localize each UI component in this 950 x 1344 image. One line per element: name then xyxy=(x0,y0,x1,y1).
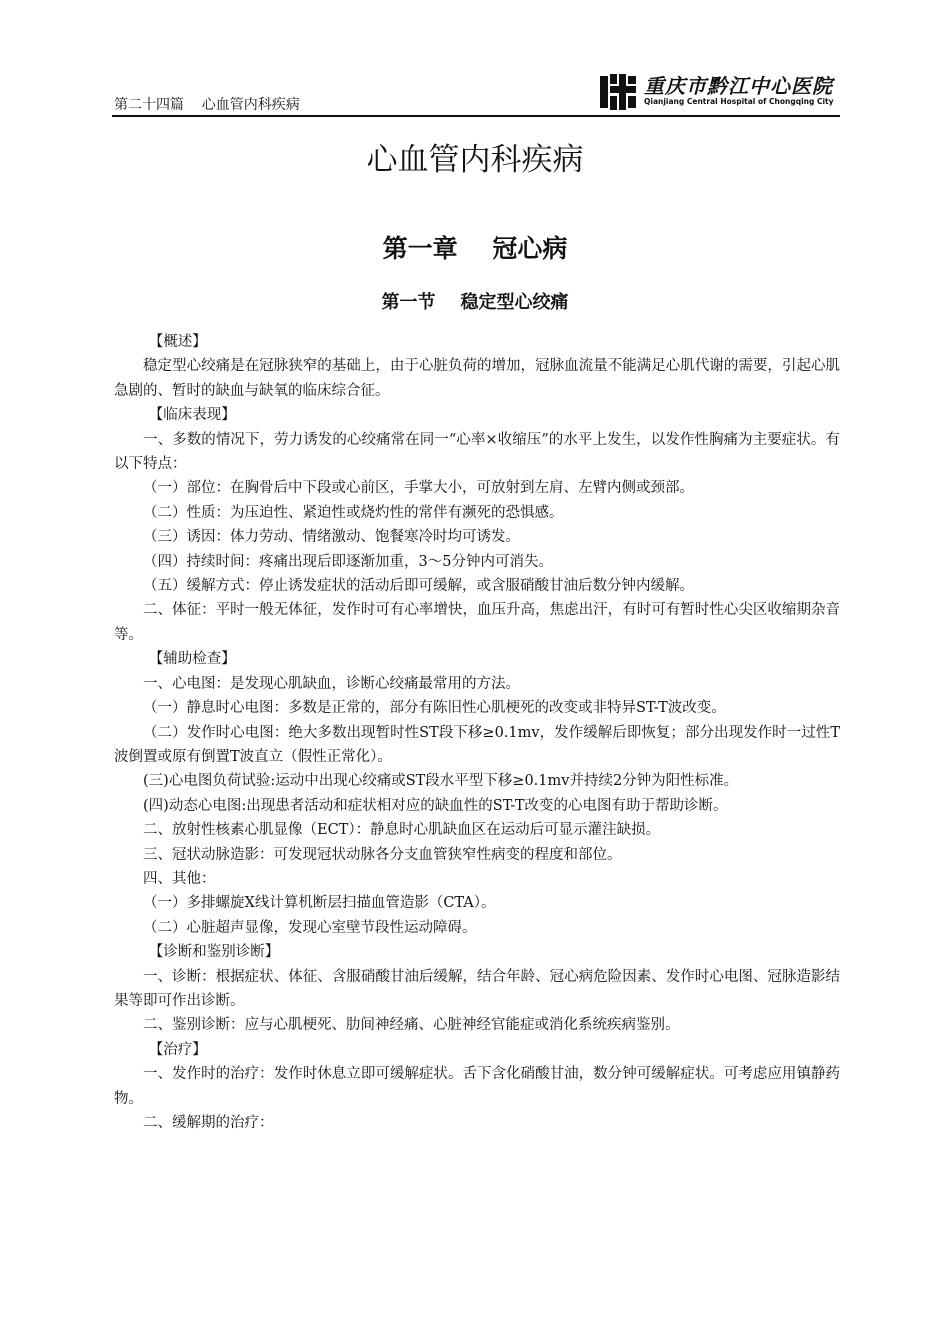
paragraph: 二、缓解期的治疗： xyxy=(143,1115,274,1131)
document-body xyxy=(114,330,840,1135)
paragraph: （一）部位：在胸骨后中下段或心前区，手掌大小，可放射到左肩、左臂内侧或颈部。 xyxy=(143,480,694,497)
logo-english-name: Qianjiang Central Hospital of Chongqing City xyxy=(644,97,834,106)
part-title: 第二十四篇 心血管内科疾病 xyxy=(114,97,300,113)
header-divider xyxy=(112,115,840,117)
paragraph: 一、多数的情况下，劳力诱发的心绞痛常在同一“心率×收缩压”的水平上发生，以发作性胸痛为主要症状。有以下特点： xyxy=(114,431,840,473)
paragraph: 二、体征：平时一般无体征，发作时可有心率增快，血压升高，焦虑出汗，有时可有暂时性心尖区收缩期杂音等。 xyxy=(114,602,840,643)
paragraph: （一）静息时心电图：多数是正常的，部分有陈旧性心肌梗死的改变或非特异ST-T波改变。 xyxy=(143,700,726,717)
chapter-heading: 第一章 冠心病 xyxy=(382,234,568,263)
document-title: 心血管内科疾病 xyxy=(366,142,584,178)
paragraph: （三）诱因：体力劳动、情绪激动、饱餐寒冷时均可诱发。 xyxy=(143,529,520,546)
section-heading: 第一节 稳定型心绞痛 xyxy=(381,292,569,313)
hospital-logo xyxy=(598,70,834,112)
paragraph: 稳定型心绞痛是在冠脉狭窄的基础上，由于心脏负荷的增加，冠脉血流量不能满足心肌代谢的需要，引起心肌急剧的、暂时的缺血与缺氧的临床综合征。 xyxy=(114,358,840,399)
hospital-emblem-icon xyxy=(598,72,638,112)
paragraph: （二）发作时心电图：绝大多数出现暂时性ST段下移≥0.1mv，发作缓解后即恢复；部分出现发作时一过性T波倒置或原有倒置T波直立（假性正常化）。 xyxy=(114,724,840,765)
page-header xyxy=(112,68,840,116)
paragraph: 二、鉴别诊断：应与心肌梗死、肋间神经痛、心脏神经官能症或消化系统疾病鉴别。 xyxy=(143,1017,680,1034)
paragraph: 四、其他： xyxy=(143,870,216,887)
paragraph: 二、放射性核素心肌显像（ECT）：静息时心肌缺血区在运动后可显示灌注缺损。 xyxy=(143,822,661,839)
paragraph: （一）多排螺旋X线计算机断层扫描血管造影（CTA）。 xyxy=(143,895,496,912)
paragraph: 一、心电图：是发现心肌缺血，诊断心绞痛最常用的方法。 xyxy=(143,675,520,692)
paragraph: (三)心电图负荷试验:运动中出现心绞痛或ST段水平型下移≥0.1mv并持续2分钟为阳性标准。 xyxy=(143,773,739,790)
subheading-exams: 【辅助检查】 xyxy=(148,651,236,668)
paragraph: 一、发作时的治疗：发作时休息立即可缓解症状。舌下含化硝酸甘油，数分钟可缓解症状。可考虑应用镇静药物。 xyxy=(114,1066,840,1107)
paragraph: (四)动态心电图:出现患者活动和症状相对应的缺血性的ST-T改变的心电图有助于帮助诊断。 xyxy=(143,797,728,814)
paragraph: （二）心脏超声显像，发现心室壁节段性运动障碍。 xyxy=(143,919,477,936)
logo-chinese-name: 重庆市黔江中心医院 xyxy=(644,74,833,98)
paragraph: （二）性质：为压迫性、紧迫性或烧灼性的常伴有濒死的恐惧感。 xyxy=(143,504,564,521)
paragraph: （四）持续时间：疼痛出现后即逐渐加重，3～5分钟内可消失。 xyxy=(143,553,553,570)
subheading-clinical: 【临床表现】 xyxy=(148,407,236,424)
subheading-diagnosis: 【诊断和鉴别诊断】 xyxy=(148,944,280,961)
paragraph: 一、诊断：根据症状、体征、含服硝酸甘油后缓解，结合年龄、冠心病危险因素、发作时心电图、冠脉造影结果等即可作出诊断。 xyxy=(114,968,840,1009)
subheading-overview: 【概述】 xyxy=(148,334,207,350)
paragraph: （五）缓解方式：停止诱发症状的活动后即可缓解，或含服硝酸甘油后数分钟内缓解。 xyxy=(143,578,694,595)
subheading-treatment: 【治疗】 xyxy=(148,1041,207,1058)
paragraph: 三、冠状动脉造影：可发现冠状动脉各分支血管狭窄性病变的程度和部位。 xyxy=(143,846,622,863)
